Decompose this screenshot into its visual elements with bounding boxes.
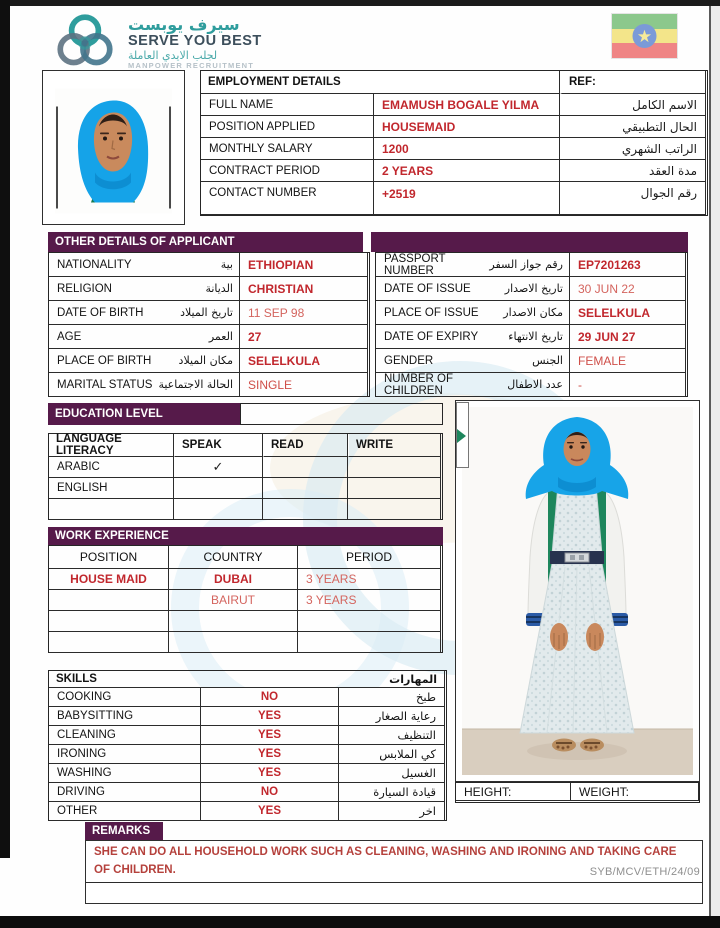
language-write-check [348,478,441,499]
skill-name: CLEANING [49,726,201,745]
detail-label [49,325,240,349]
detail-label-en: AGE [57,330,82,343]
work-experience-table [48,545,443,653]
work-position [49,632,169,653]
ref-label: REF: [560,71,706,94]
skill-value: YES [201,726,339,745]
detail-value: CHRISTIAN [240,277,368,301]
language-header: WRITE [348,434,441,457]
work-header: POSITION [49,546,169,569]
employment-row-value: HOUSEMAID [374,116,560,138]
work-position: HOUSE MAID [49,569,169,590]
other-details-title-extension [371,232,688,252]
employment-row-label: FULL NAME [201,94,374,116]
detail-label-en: DATE OF EXPIRY [384,330,479,343]
weight-label: WEIGHT: [571,783,699,801]
work-country [169,632,298,653]
detail-value: ETHIOPIAN [240,253,368,277]
detail-label-ar: بية [220,258,233,271]
language-speak-check [174,499,263,520]
detail-label [49,349,240,373]
detail-label [49,301,240,325]
scan-border-bottom [0,916,720,928]
detail-label-ar: تاريخ الاصدار [504,282,563,295]
detail-label-en: NATIONALITY [57,258,132,271]
detail-value: 27 [240,325,368,349]
detail-label-en: GENDER [384,354,434,367]
employment-row-value: EMAMUSH BOGALE YILMA [374,94,560,116]
language-header: LANGUAGE LITERACY [49,434,174,457]
detail-label [376,253,570,277]
detail-label [376,373,570,397]
detail-value: FEMALE [570,349,686,373]
detail-label [376,349,570,373]
scan-border-top [0,0,720,6]
detail-label-ar: مكان الميلاد [178,354,233,367]
detail-label [49,373,240,397]
document-ref-code: SYB/MCV/ETH/24/09 [589,866,700,878]
brand-logo-icon [52,10,118,76]
detail-label [49,253,240,277]
skill-value: YES [201,745,339,764]
work-header: PERIOD [298,546,441,569]
employment-row-label: MONTHLY SALARY [201,138,374,160]
skill-value: YES [201,707,339,726]
detail-value: SELELKULA [570,301,686,325]
detail-label [376,277,570,301]
headshot-illustration [55,86,172,216]
skill-value: NO [201,783,339,802]
work-country: BAIRUT [169,590,298,611]
language-read-check [263,499,348,520]
brand-name-english: SERVE YOU BEST [128,33,262,50]
work-position [49,611,169,632]
detail-value: 29 JUN 27 [570,325,686,349]
language-write-check [348,499,441,520]
language-name: ENGLISH [49,478,174,499]
height-weight-row [455,782,700,803]
education-level-value [240,403,443,425]
language-literacy-table [48,433,443,520]
detail-label-ar: تاريخ الميلاد [180,306,233,319]
work-position [49,590,169,611]
employment-row-arabic: مدة العقد [560,160,706,182]
svg-text:★: ★ [636,27,653,47]
other-details-right-table [375,252,688,397]
remarks-empty-row [86,883,702,903]
detail-label-ar: رقم جواز السفر [489,258,563,271]
skill-name: OTHER [49,802,201,821]
language-header: SPEAK [174,434,263,457]
skill-name: WASHING [49,764,201,783]
employment-row-arabic: الحال التطبيقي [560,116,706,138]
detail-label-ar: الجنس [532,354,563,367]
employment-details-title: EMPLOYMENT DETAILS [201,71,560,94]
work-country: DUBAI [169,569,298,590]
skill-name: BABYSITTING [49,707,201,726]
language-write-check [348,457,441,478]
scan-border-left [0,0,10,858]
scan-artifact [456,402,469,468]
detail-value: SELELKULA [240,349,368,373]
detail-label-ar: تاريخ الانتهاء [508,330,563,343]
employment-row-label: POSITION APPLIED [201,116,374,138]
brand-name-arabic: سيرف يوبست [128,14,240,34]
work-header: COUNTRY [169,546,298,569]
work-period [298,632,441,653]
skills-table [48,670,447,821]
language-header: READ [263,434,348,457]
scan-margin [711,6,720,916]
detail-label-en: PLACE OF BIRTH [57,354,152,367]
language-name [49,499,174,520]
applicant-fullbody-photo [455,400,700,782]
detail-label-en: RELIGION [57,282,112,295]
detail-value: 11 SEP 98 [240,301,368,325]
height-label: HEIGHT: [456,783,571,801]
skill-value: YES [201,764,339,783]
work-period: 3 YEARS [298,590,441,611]
language-name: ARABIC [49,457,174,478]
detail-label-en: NUMBER OF CHILDREN [384,373,453,397]
work-country [169,611,298,632]
brand-header [52,10,262,76]
work-experience-title: WORK EXPERIENCE [48,527,443,545]
skills-title [49,671,445,688]
remarks-title: REMARKS [85,822,163,840]
skill-value: YES [201,802,339,821]
employment-row-value: 2 YEARS [374,160,560,182]
detail-label [49,277,240,301]
employment-row-label: CONTACT NUMBER [201,182,374,215]
fullbody-illustration [462,407,693,775]
detail-label [376,325,570,349]
employment-details-table [200,70,708,216]
skill-arabic: قيادة السيارة [339,783,445,802]
skill-arabic: رعاية الصغار [339,707,445,726]
detail-label-ar: مكان الاصدار [503,306,563,319]
employment-row-arabic: رقم الجوال [560,182,706,215]
detail-label-en: PLACE OF ISSUE [384,306,479,319]
detail-label-ar: العمر [208,330,233,343]
detail-label-en: MARITAL STATUS [57,378,153,391]
skill-name: IRONING [49,745,201,764]
language-read-check [263,457,348,478]
detail-value: EP7201263 [570,253,686,277]
other-details-left-table [48,252,370,397]
detail-label-en: DATE OF ISSUE [384,282,471,295]
skill-arabic: اخر [339,802,445,821]
detail-label-en: PASSPORT NUMBER [384,253,446,277]
skill-arabic: التنظيف [339,726,445,745]
skill-name: DRIVING [49,783,201,802]
other-details-title: OTHER DETAILS OF APPLICANT [48,232,363,252]
detail-value: - [570,373,686,397]
skills-title-ar: المهارات [389,672,437,686]
employment-row-value: 1200 [374,138,560,160]
detail-label-en: DATE OF BIRTH [57,306,144,319]
ethiopia-flag-icon [612,14,677,58]
language-speak-check [174,478,263,499]
detail-label [376,301,570,325]
scan-edge [709,6,711,916]
language-read-check [263,478,348,499]
language-speak-check: ✓ [174,457,263,478]
brand-tagline-english: MANPOWER RECRUITMENT [128,61,255,71]
skill-arabic: طبخ [339,688,445,707]
skill-arabic: كي الملابس [339,745,445,764]
detail-value: 30 JUN 22 [570,277,686,301]
employment-row-label: CONTRACT PERIOD [201,160,374,182]
detail-value: SINGLE [240,373,368,397]
skill-value: NO [201,688,339,707]
remarks-text: SHE CAN DO ALL HOUSEHOLD WORK SUCH AS CLEANING, WASHING AND IRONING AND TAKING CARE OF CHILDREN. [86,841,702,883]
applicant-headshot-photo [42,70,185,225]
education-level-title: EDUCATION LEVEL [48,403,240,425]
skill-name: COOKING [49,688,201,707]
employment-row-arabic: الاسم الكامل [560,94,706,116]
employment-row-arabic: الراتب الشهري [560,138,706,160]
work-period [298,611,441,632]
detail-label-ar: عدد الاطفال [507,378,563,391]
detail-label-ar: الحالة الاجتماعية [158,378,233,391]
brand-tagline-arabic: لجلب الايدي العاملة [128,48,218,62]
work-period: 3 YEARS [298,569,441,590]
skills-title-en: SKILLS [56,673,97,685]
employment-row-value: +2519 [374,182,560,215]
detail-label-ar: الديانة [205,282,233,295]
skill-arabic: الغسيل [339,764,445,783]
